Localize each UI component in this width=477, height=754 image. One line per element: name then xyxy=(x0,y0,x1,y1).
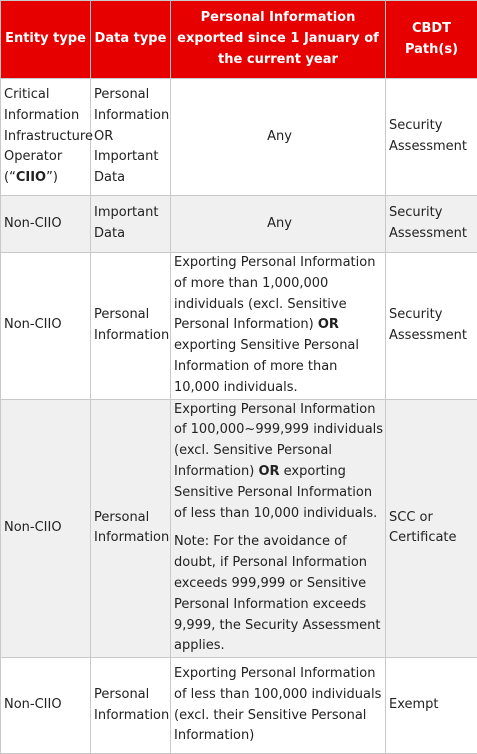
table-row xyxy=(1,399,477,658)
data-type-cell: Personal Information xyxy=(91,399,171,658)
cbdt-path-cell: Security Assessment xyxy=(386,79,477,196)
cbdt-path-cell: SCC or Certificate xyxy=(386,399,477,658)
header-row xyxy=(1,1,477,79)
pi-text: Exporting Personal Information of more than 1,000,000 individuals (excl. Sensitive Personal Information) xyxy=(174,255,375,332)
pi-exported-cell xyxy=(171,399,386,658)
cbdt-path-cell: Security Assessment xyxy=(386,253,477,400)
cbdt-path-cell: Security Assessment xyxy=(386,196,477,253)
pi-exported-cell xyxy=(171,253,386,400)
header-pi-exported: Personal Information exported since 1 January of the current year xyxy=(171,1,386,79)
pi-text-end: exporting Sensitive Personal Information of less than 10,000 individuals. xyxy=(174,464,377,521)
entity-text-end: ”) xyxy=(46,170,58,185)
pi-exported-cell: Exporting Personal Information of less than 100,000 individuals (excl. their Sensitive Personal Information) xyxy=(171,658,386,754)
entity-text: Critical Information Infrastructure Operator (“ xyxy=(4,87,93,185)
header-entity-type: Entity type xyxy=(1,1,91,79)
data-type-cell: Personal Information xyxy=(91,253,171,400)
table-row xyxy=(1,658,477,754)
pi-text: Exporting Personal Information of 100,000~999,999 individuals (excl. Sensitive Personal Information) xyxy=(174,402,383,479)
table-row xyxy=(1,253,477,400)
pi-paragraph xyxy=(174,400,385,525)
entity-type-cell: Non-CIIO xyxy=(1,399,91,658)
table-row xyxy=(1,79,477,196)
or-bold-text: OR xyxy=(318,317,339,332)
pi-exported-cell: Any xyxy=(171,79,386,196)
note-paragraph: Note: For the avoidance of doubt, if Personal Information exceeds 999,999 or Sensitive Personal Information exceeds 9,999, the Security Assessment applies. xyxy=(174,532,385,657)
header-data-type: Data type xyxy=(91,1,171,79)
entity-type-cell: Non-CIIO xyxy=(1,253,91,400)
header-cbdt-paths: CBDT Path(s) xyxy=(386,1,477,79)
entity-bold-text: CIIO xyxy=(16,170,46,185)
pi-text-end: exporting Sensitive Personal Information of more than 10,000 individuals. xyxy=(174,338,359,395)
entity-type-cell xyxy=(1,79,91,196)
table-row xyxy=(1,196,477,253)
pi-exported-cell: Any xyxy=(171,196,386,253)
entity-type-cell: Non-CIIO xyxy=(1,658,91,754)
entity-type-cell: Non-CIIO xyxy=(1,196,91,253)
data-type-cell: Personal Information xyxy=(91,658,171,754)
data-type-cell: Personal Information OR Important Data xyxy=(91,79,171,196)
data-type-cell: Important Data xyxy=(91,196,171,253)
or-bold-text: OR xyxy=(258,464,279,479)
cbdt-path-cell: Exempt xyxy=(386,658,477,754)
